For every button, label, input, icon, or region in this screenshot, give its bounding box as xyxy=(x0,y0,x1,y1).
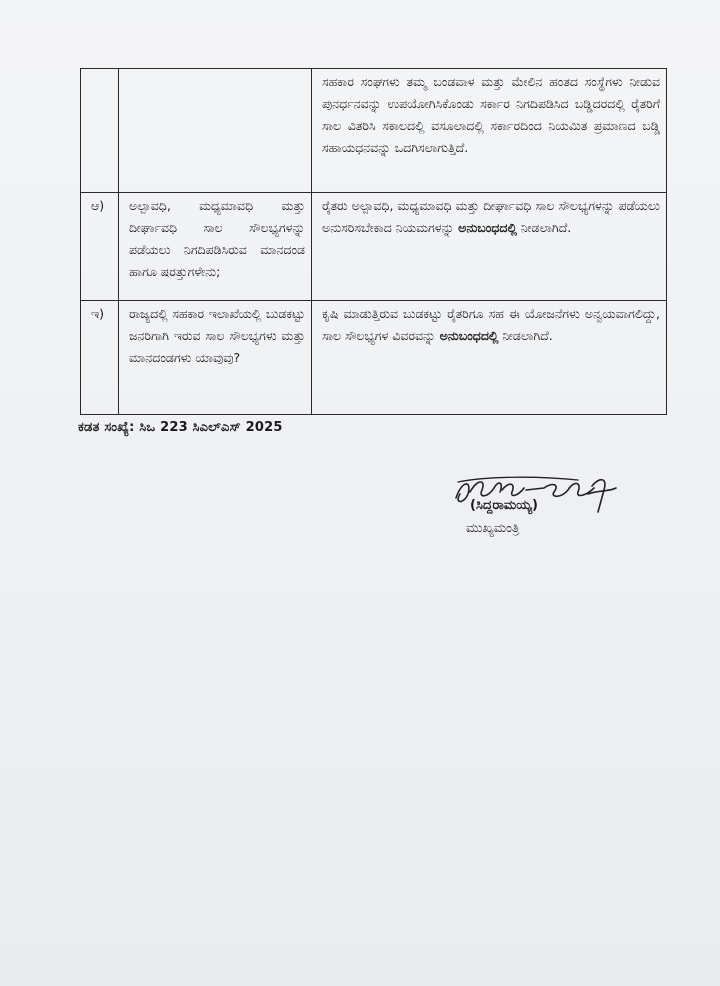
question-answer-table xyxy=(80,68,667,415)
answer-text-end: ನೀಡಲಾಗಿದೆ. xyxy=(498,328,553,343)
file-number: ಕಡತ ಸಂಖ್ಯೆ: ಸಿಒ 223 ಸಿಎಲ್ಎಸ್ 2025 xyxy=(78,420,283,435)
question-cell xyxy=(119,69,312,193)
signatory-designation: ಮುಖ್ಯಮಂತ್ರಿ xyxy=(466,521,520,536)
answer-cell xyxy=(312,193,667,301)
signatory-name: (ಸಿದ್ದರಾಮಯ್ಯ) xyxy=(470,498,538,513)
table-row xyxy=(81,69,667,193)
answer-text-end: ನೀಡಲಾಗಿದೆ. xyxy=(516,220,572,235)
row-number xyxy=(81,69,119,193)
answer-cell: ಸಹಕಾರ ಸಂಘಗಳು ತಮ್ಮ ಬಂಡವಾಳ ಮತ್ತು ಮೇಲಿನ ಹಂತದ ಸಂಸ್ಥೆಗಳು ನೀಡುವ ಪುನರ್ಧನವನ್ನು ಉಪಯೋಗಿಸಿಕೊಂಡು ಸರ್ಕಾರ ನಿಗದಿಪಡಿಸಿದ ಬಡ್ಡಿದರದಲ್ಲಿ ರೈತರಿಗೆ ಸಾಲ ವಿತರಿಸಿ ಸಕಾಲದಲ್ಲಿ ವಸೂಲಾದಲ್ಲಿ ಸರ್ಕಾರದಿಂದ ನಿಯಮಿತ ಪ್ರಮಾಣದ ಬಡ್ಡಿ ಸಹಾಯಧನವನ್ನು ಒದಗಿಸಲಾಗುತ್ತಿದೆ. xyxy=(312,69,667,193)
question-cell: ಅಲ್ಪಾವಧಿ, ಮಧ್ಯಮಾವಧಿ ಮತ್ತು ದೀರ್ಘಾವಧಿ ಸಾಲ ಸೌಲಭ್ಯಗಳನ್ನು ಪಡೆಯಲು ನಿಗದಿಪಡಿಸಿರುವ ಮಾನದಂಡ ಹಾಗೂ ಷರತ್ತುಗಳೇನು; xyxy=(119,193,312,301)
row-number: ಇ) xyxy=(81,301,119,415)
question-cell: ರಾಜ್ಯದಲ್ಲಿ ಸಹಕಾರ ಇಲಾಖೆಯಲ್ಲಿ ಬುಡಕಟ್ಟು ಜನರಿಗಾಗಿ ಇರುವ ಸಾಲ ಸೌಲಭ್ಯಗಳು ಮತ್ತು ಮಾನದಂಡಗಳು ಯಾವುವು? xyxy=(119,301,312,415)
answer-text: ಕೃಷಿ ಮಾಡುತ್ತಿರುವ ಬುಡಕಟ್ಟು ರೈತರಿಗೂ ಸಹ ಈ ಯೋಜನೆಗಳು ಅನ್ವಯವಾಗಲಿದ್ದು, ಸಾಲ ಸೌಲಭ್ಯಗಳ ವಿವರವನ್ನು xyxy=(322,306,660,343)
annexure-reference: ಅನುಬಂಧದಲ್ಲಿ xyxy=(439,328,499,343)
table-row xyxy=(81,193,667,301)
answer-text: ರೈತರು ಅಲ್ಪಾವಧಿ, ಮಧ್ಯಮಾವಧಿ ಮತ್ತು ದೀರ್ಘಾವಧಿ ಸಾಲ ಸೌಲಭ್ಯಗಳನ್ನು ಪಡೆಯಲು ಅನುಸರಿಸಬೇಕಾದ ನಿಯಮಗಳನ್ನು xyxy=(322,198,660,235)
annexure-reference: ಅನುಬಂಧದಲ್ಲಿ xyxy=(458,220,517,235)
table-row xyxy=(81,301,667,415)
answer-cell xyxy=(312,301,667,415)
row-number: ಆ) xyxy=(81,193,119,301)
